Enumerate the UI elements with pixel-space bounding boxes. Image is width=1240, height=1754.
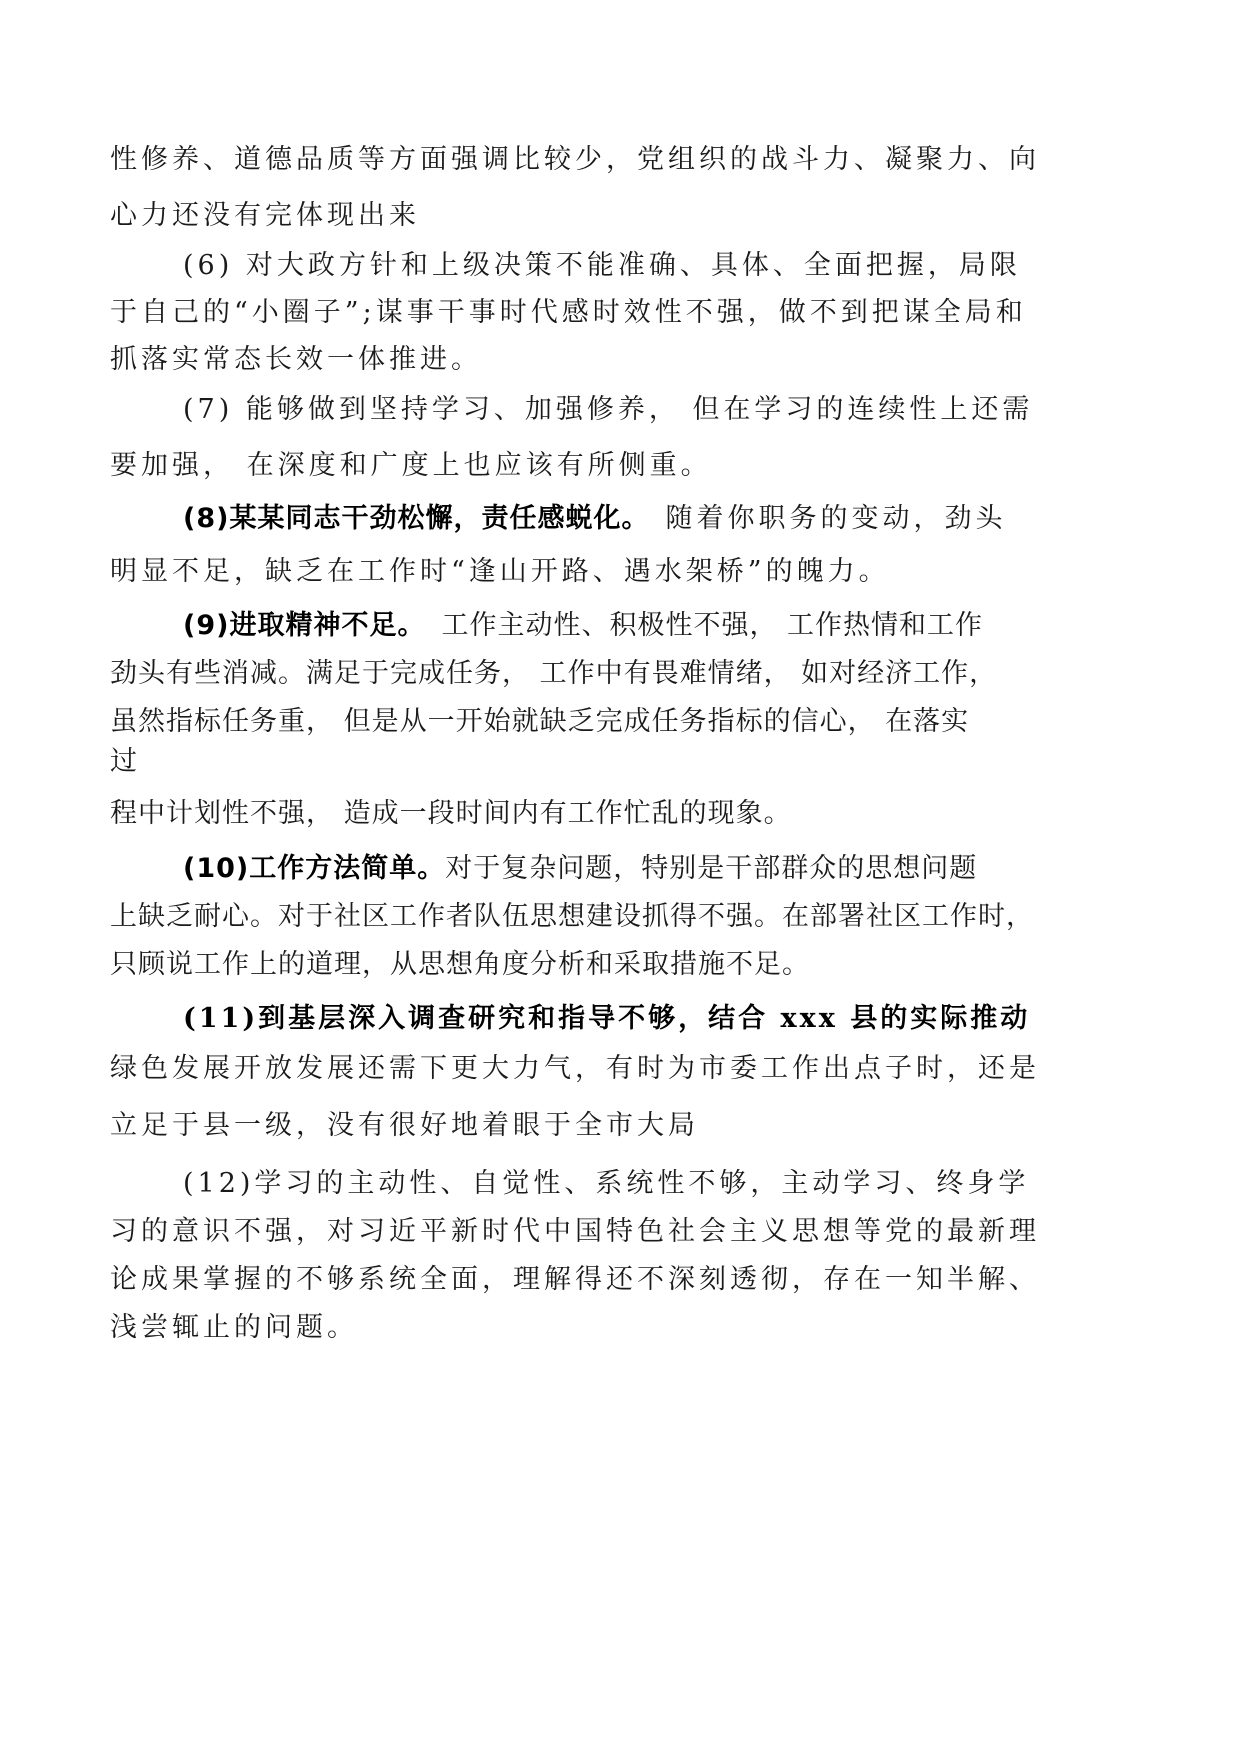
text-line: 浅尝辄止的问题。 xyxy=(110,1312,358,1343)
text-line: 上缺乏耐心。对于社区工作者队伍思想建设抓得不强。在部署社区工作时， xyxy=(110,901,1034,932)
text-line: 只顾说工作上的道理，从思想角度分析和采取措施不足。 xyxy=(110,949,810,980)
paragraph-10-text: 对于复杂问题，特别是干部群众的思想问题 xyxy=(445,853,978,884)
paragraph-9-heading: (9)进取精神不足。 xyxy=(183,610,426,641)
paragraph-10-heading: (10)工作方法简单。 xyxy=(183,853,446,884)
paragraph-8-first-line xyxy=(183,502,1006,536)
text-line: 心力还没有完体现出来 xyxy=(110,200,420,231)
text-line: 抓落实常态长效一体推进。 xyxy=(110,344,482,375)
paragraph-11-heading: (11)到基层深入调查研究和指导不够，结合 xxx 县的实际推动 xyxy=(183,1003,1031,1034)
paragraph-7-first-line: (7) 能够做到坚持学习、加强修养， 但在学习的连续性上还需 xyxy=(183,394,1034,425)
text-line: 绿色发展开放发展还需下更大力气，有时为市委工作出点子时，还是 xyxy=(110,1053,1040,1084)
text-line: 要加强， 在深度和广度上也应该有所侧重。 xyxy=(110,450,712,481)
text-line: 习的意识不强，对习近平新时代中国特色社会主义思想等党的最新理 xyxy=(110,1216,1040,1247)
paragraph-12-first-line: (12)学习的主动性、自觉性、系统性不够，主动学习、终身学 xyxy=(183,1168,1030,1199)
paragraph-9-text: 工作主动性、积极性不强， 工作热情和工作 xyxy=(441,610,984,641)
text-line: 明显不足，缺乏在工作时“逢山开路、遇水架桥”的魄力。 xyxy=(110,556,890,587)
text-line: 劲头有些消减。满足于完成任务， 工作中有畏难情绪， 如对经济工作， xyxy=(110,658,998,689)
paragraph-8-text: 随着你职务的变动，劲头 xyxy=(665,503,1007,534)
paragraph-6-first-line: (6) 对大政方针和上级决策不能准确、具体、全面把握，局限 xyxy=(183,250,1021,281)
text-line: 程中计划性不强， 造成一段时间内有工作忙乱的现象。 xyxy=(110,798,792,829)
text-line: 立足于县一级，没有很好地着眼于全市大局 xyxy=(110,1110,699,1141)
text-line: 虽然指标任务重， 但是从一开始就缺乏完成任务指标的信心， 在落实 xyxy=(110,706,970,737)
paragraph-9-first-line xyxy=(183,609,983,643)
text-line: 性修养、道德品质等方面强调比较少，党组织的战斗力、凝聚力、向 xyxy=(110,144,1040,175)
text-line: 论成果掌握的不够系统全面，理解得还不深刻透彻，存在一知半解、 xyxy=(110,1264,1040,1295)
paragraph-8-heading: (8)某某同志干劲松懈，责任感蜕化。 xyxy=(183,503,650,534)
text-line: 过 xyxy=(110,746,138,777)
text-line: 于自己的“小圈子”;谋事干事时代感时效性不强，做不到把谋全局和 xyxy=(110,297,1027,328)
paragraph-10-first-line xyxy=(183,852,977,886)
